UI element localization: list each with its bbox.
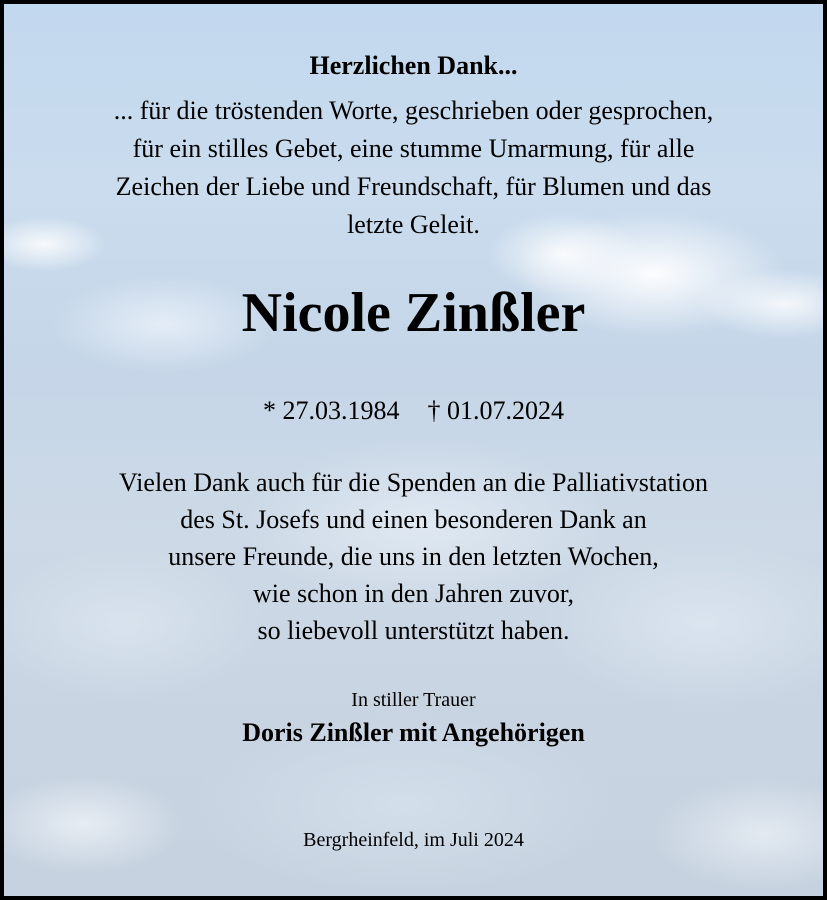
thanks-text	[4, 464, 823, 649]
signature: Doris Zinßler mit Angehörigen	[242, 718, 585, 747]
place-date: Bergrheinfeld, im Juli 2024	[303, 829, 524, 851]
thanks-line: so liebevoll unterstützt haben.	[257, 616, 570, 645]
thanks-line: wie schon in den Jahren zuvor,	[253, 579, 574, 608]
thanks-line: unsere Freunde, die uns in den letzten Wochen,	[168, 542, 659, 571]
intro-line: ... für die tröstenden Worte, geschrieben oder gesprochen,	[113, 96, 714, 125]
thanks-line: des St. Josefs und einen besonderen Dank an	[180, 505, 647, 534]
life-dates	[4, 395, 823, 427]
death-date: † 01.07.2024	[427, 396, 564, 425]
intro-line: Zeichen der Liebe und Freundschaft, für Blumen und das	[115, 172, 712, 201]
birth-date: * 27.03.1984	[263, 396, 400, 425]
mourning-label: In stiller Trauer	[351, 689, 476, 711]
heading: Herzlichen Dank...	[309, 51, 518, 80]
intro-line: letzte Geleit.	[347, 210, 480, 239]
deceased-name: Nicole Zinßler	[241, 282, 586, 344]
intro-text	[4, 92, 823, 244]
thanks-line: Vielen Dank auch für die Spenden an die Palliativstation	[118, 468, 709, 497]
intro-line: für ein stilles Gebet, eine stumme Umarmung, für alle	[132, 134, 695, 163]
obituary-notice	[4, 4, 823, 896]
